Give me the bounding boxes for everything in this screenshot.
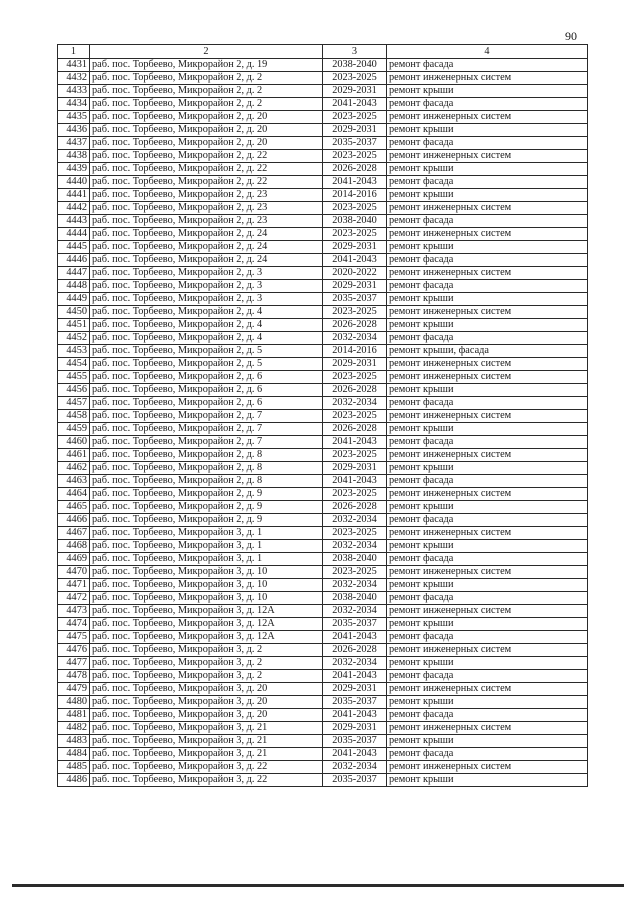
work-type-cell: ремонт крыши	[387, 85, 588, 98]
work-type-cell: ремонт крыши	[387, 124, 588, 137]
address-cell: раб. пос. Торбеево, Микрорайон 2, д. 6	[90, 397, 323, 410]
table-row	[58, 449, 588, 462]
address-cell: раб. пос. Торбеево, Микрорайон 2, д. 23	[90, 189, 323, 202]
work-type-cell: ремонт фасада	[387, 592, 588, 605]
row-number-cell: 4477	[58, 657, 90, 670]
table-row	[58, 137, 588, 150]
address-cell: раб. пос. Торбеево, Микрорайон 2, д. 4	[90, 319, 323, 332]
row-number-cell: 4457	[58, 397, 90, 410]
work-type-cell: ремонт фасада	[387, 553, 588, 566]
address-cell: раб. пос. Торбеево, Микрорайон 2, д. 6	[90, 384, 323, 397]
work-type-cell: ремонт фасада	[387, 280, 588, 293]
table-row	[58, 670, 588, 683]
row-number-cell: 4444	[58, 228, 90, 241]
address-cell: раб. пос. Торбеево, Микрорайон 3, д. 2	[90, 670, 323, 683]
period-cell: 2032-2034	[323, 761, 387, 774]
address-cell: раб. пос. Торбеево, Микрорайон 3, д. 10	[90, 592, 323, 605]
row-number-cell: 4475	[58, 631, 90, 644]
row-number-cell: 4482	[58, 722, 90, 735]
row-number-cell: 4450	[58, 306, 90, 319]
work-type-cell: ремонт инженерных систем	[387, 358, 588, 371]
row-number-cell: 4448	[58, 280, 90, 293]
work-type-cell: ремонт инженерных систем	[387, 527, 588, 540]
row-number-cell: 4445	[58, 241, 90, 254]
period-cell: 2038-2040	[323, 59, 387, 72]
period-cell: 2035-2037	[323, 618, 387, 631]
work-type-cell: ремонт фасада	[387, 176, 588, 189]
table-row	[58, 748, 588, 761]
address-cell: раб. пос. Торбеево, Микрорайон 2, д. 4	[90, 332, 323, 345]
address-cell: раб. пос. Торбеево, Микрорайон 2, д. 23	[90, 215, 323, 228]
row-number-cell: 4441	[58, 189, 90, 202]
work-type-cell: ремонт инженерных систем	[387, 306, 588, 319]
period-cell: 2041-2043	[323, 670, 387, 683]
period-cell: 2026-2028	[323, 501, 387, 514]
page-number: 90	[565, 29, 577, 43]
period-cell: 2020-2022	[323, 267, 387, 280]
period-cell: 2032-2034	[323, 397, 387, 410]
work-type-cell: ремонт фасада	[387, 748, 588, 761]
table-row	[58, 618, 588, 631]
period-cell: 2023-2025	[323, 488, 387, 501]
table-row	[58, 345, 588, 358]
row-number-cell: 4432	[58, 72, 90, 85]
period-cell: 2029-2031	[323, 241, 387, 254]
row-number-cell: 4456	[58, 384, 90, 397]
period-cell: 2038-2040	[323, 592, 387, 605]
table-row	[58, 475, 588, 488]
address-cell: раб. пос. Торбеево, Микрорайон 2, д. 3	[90, 280, 323, 293]
row-number-cell: 4431	[58, 59, 90, 72]
table-row	[58, 592, 588, 605]
work-type-cell: ремонт фасада	[387, 137, 588, 150]
row-number-cell: 4479	[58, 683, 90, 696]
period-cell: 2029-2031	[323, 358, 387, 371]
table-row	[58, 683, 588, 696]
address-cell: раб. пос. Торбеево, Микрорайон 3, д. 10	[90, 566, 323, 579]
address-cell: раб. пос. Торбеево, Микрорайон 2, д. 7	[90, 436, 323, 449]
address-cell: раб. пос. Торбеево, Микрорайон 2, д. 8	[90, 475, 323, 488]
work-type-cell: ремонт фасада	[387, 475, 588, 488]
address-cell: раб. пос. Торбеево, Микрорайон 2, д. 22	[90, 176, 323, 189]
period-cell: 2041-2043	[323, 436, 387, 449]
address-cell: раб. пос. Торбеево, Микрорайон 2, д. 19	[90, 59, 323, 72]
table-row	[58, 228, 588, 241]
table-row	[58, 605, 588, 618]
period-cell: 2035-2037	[323, 293, 387, 306]
row-number-cell: 4439	[58, 163, 90, 176]
address-cell: раб. пос. Торбеево, Микрорайон 3, д. 21	[90, 735, 323, 748]
period-cell: 2032-2034	[323, 657, 387, 670]
work-type-cell: ремонт инженерных систем	[387, 202, 588, 215]
work-type-cell: ремонт инженерных систем	[387, 267, 588, 280]
work-type-cell: ремонт крыши	[387, 696, 588, 709]
table-row	[58, 98, 588, 111]
period-cell: 2029-2031	[323, 85, 387, 98]
period-cell: 2023-2025	[323, 527, 387, 540]
table-row	[58, 644, 588, 657]
row-number-cell: 4483	[58, 735, 90, 748]
period-cell: 2026-2028	[323, 163, 387, 176]
column-header-period: 3	[323, 45, 387, 59]
row-number-cell: 4434	[58, 98, 90, 111]
period-cell: 2035-2037	[323, 137, 387, 150]
row-number-cell: 4433	[58, 85, 90, 98]
period-cell: 2023-2025	[323, 371, 387, 384]
table-row	[58, 540, 588, 553]
table-row	[58, 267, 588, 280]
work-type-cell: ремонт инженерных систем	[387, 410, 588, 423]
table-row	[58, 371, 588, 384]
work-type-cell: ремонт крыши	[387, 319, 588, 332]
header-row	[58, 45, 588, 59]
address-cell: раб. пос. Торбеево, Микрорайон 2, д. 24	[90, 254, 323, 267]
work-type-cell: ремонт фасада	[387, 59, 588, 72]
table-row	[58, 254, 588, 267]
address-cell: раб. пос. Торбеево, Микрорайон 2, д. 23	[90, 202, 323, 215]
row-number-cell: 4455	[58, 371, 90, 384]
address-cell: раб. пос. Торбеево, Микрорайон 2, д. 7	[90, 410, 323, 423]
work-type-cell: ремонт крыши	[387, 540, 588, 553]
period-cell: 2041-2043	[323, 475, 387, 488]
table-row	[58, 280, 588, 293]
work-type-cell: ремонт крыши	[387, 618, 588, 631]
row-number-cell: 4437	[58, 137, 90, 150]
row-number-cell: 4467	[58, 527, 90, 540]
row-number-cell: 4435	[58, 111, 90, 124]
row-number-cell: 4440	[58, 176, 90, 189]
row-number-cell: 4453	[58, 345, 90, 358]
address-cell: раб. пос. Торбеево, Микрорайон 2, д. 6	[90, 371, 323, 384]
period-cell: 2023-2025	[323, 566, 387, 579]
address-cell: раб. пос. Торбеево, Микрорайон 3, д. 21	[90, 748, 323, 761]
work-type-cell: ремонт инженерных систем	[387, 761, 588, 774]
work-type-cell: ремонт крыши	[387, 384, 588, 397]
table-row	[58, 124, 588, 137]
row-number-cell: 4478	[58, 670, 90, 683]
address-cell: раб. пос. Торбеево, Микрорайон 3, д. 2	[90, 657, 323, 670]
address-cell: раб. пос. Торбеево, Микрорайон 2, д. 3	[90, 267, 323, 280]
address-cell: раб. пос. Торбеево, Микрорайон 2, д. 2	[90, 85, 323, 98]
period-cell: 2038-2040	[323, 215, 387, 228]
table-row	[58, 462, 588, 475]
work-type-cell: ремонт инженерных систем	[387, 228, 588, 241]
period-cell: 2032-2034	[323, 579, 387, 592]
work-type-cell: ремонт крыши	[387, 501, 588, 514]
row-number-cell: 4447	[58, 267, 90, 280]
address-cell: раб. пос. Торбеево, Микрорайон 2, д. 2	[90, 72, 323, 85]
row-number-cell: 4472	[58, 592, 90, 605]
work-type-cell: ремонт фасада	[387, 709, 588, 722]
address-cell: раб. пос. Торбеево, Микрорайон 3, д. 1	[90, 540, 323, 553]
work-type-cell: ремонт фасада	[387, 514, 588, 527]
period-cell: 2023-2025	[323, 72, 387, 85]
period-cell: 2023-2025	[323, 449, 387, 462]
address-cell: раб. пос. Торбеево, Микрорайон 2, д. 24	[90, 228, 323, 241]
row-number-cell: 4461	[58, 449, 90, 462]
table-row	[58, 332, 588, 345]
period-cell: 2041-2043	[323, 709, 387, 722]
period-cell: 2023-2025	[323, 228, 387, 241]
row-number-cell: 4466	[58, 514, 90, 527]
period-cell: 2035-2037	[323, 774, 387, 787]
table-row	[58, 566, 588, 579]
row-number-cell: 4462	[58, 462, 90, 475]
period-cell: 2035-2037	[323, 735, 387, 748]
address-cell: раб. пос. Торбеево, Микрорайон 3, д. 20	[90, 709, 323, 722]
column-header-number: 1	[58, 45, 90, 59]
work-type-cell: ремонт крыши	[387, 293, 588, 306]
row-number-cell: 4438	[58, 150, 90, 163]
period-cell: 2032-2034	[323, 605, 387, 618]
work-type-cell: ремонт крыши	[387, 423, 588, 436]
table-row	[58, 306, 588, 319]
row-number-cell: 4443	[58, 215, 90, 228]
work-type-cell: ремонт крыши	[387, 163, 588, 176]
work-type-cell: ремонт инженерных систем	[387, 150, 588, 163]
column-header-address: 2	[90, 45, 323, 59]
work-type-cell: ремонт инженерных систем	[387, 488, 588, 501]
address-cell: раб. пос. Торбеево, Микрорайон 3, д. 10	[90, 579, 323, 592]
table-row	[58, 423, 588, 436]
work-type-cell: ремонт крыши	[387, 579, 588, 592]
address-cell: раб. пос. Торбеево, Микрорайон 3, д. 12А	[90, 618, 323, 631]
table-row	[58, 358, 588, 371]
address-cell: раб. пос. Торбеево, Микрорайон 2, д. 22	[90, 150, 323, 163]
period-cell: 2029-2031	[323, 462, 387, 475]
table-row	[58, 384, 588, 397]
work-type-cell: ремонт фасада	[387, 215, 588, 228]
period-cell: 2014-2016	[323, 189, 387, 202]
row-number-cell: 4468	[58, 540, 90, 553]
table-row	[58, 72, 588, 85]
row-number-cell: 4446	[58, 254, 90, 267]
period-cell: 2041-2043	[323, 98, 387, 111]
work-type-cell: ремонт инженерных систем	[387, 644, 588, 657]
table-row	[58, 150, 588, 163]
row-number-cell: 4464	[58, 488, 90, 501]
table-row	[58, 163, 588, 176]
table-row	[58, 657, 588, 670]
period-cell: 2032-2034	[323, 332, 387, 345]
row-number-cell: 4469	[58, 553, 90, 566]
row-number-cell: 4473	[58, 605, 90, 618]
table-row	[58, 488, 588, 501]
table-row	[58, 202, 588, 215]
work-type-cell: ремонт инженерных систем	[387, 683, 588, 696]
work-type-cell: ремонт инженерных систем	[387, 566, 588, 579]
period-cell: 2023-2025	[323, 410, 387, 423]
period-cell: 2041-2043	[323, 176, 387, 189]
scan-edge-rule	[12, 884, 624, 887]
period-cell: 2023-2025	[323, 306, 387, 319]
table-row	[58, 501, 588, 514]
address-cell: раб. пос. Торбеево, Микрорайон 3, д. 12А	[90, 605, 323, 618]
address-cell: раб. пос. Торбеево, Микрорайон 3, д. 20	[90, 683, 323, 696]
period-cell: 2029-2031	[323, 124, 387, 137]
address-cell: раб. пос. Торбеево, Микрорайон 2, д. 4	[90, 306, 323, 319]
table-body	[58, 59, 588, 787]
table-row	[58, 319, 588, 332]
work-type-cell: ремонт инженерных систем	[387, 449, 588, 462]
table-row	[58, 696, 588, 709]
work-type-cell: ремонт фасада	[387, 397, 588, 410]
table-row	[58, 189, 588, 202]
period-cell: 2026-2028	[323, 423, 387, 436]
row-number-cell: 4436	[58, 124, 90, 137]
work-type-cell: ремонт фасада	[387, 670, 588, 683]
row-number-cell: 4460	[58, 436, 90, 449]
period-cell: 2041-2043	[323, 631, 387, 644]
table-row	[58, 553, 588, 566]
table-row	[58, 709, 588, 722]
address-cell: раб. пос. Торбеево, Микрорайон 2, д. 9	[90, 501, 323, 514]
work-type-cell: ремонт крыши	[387, 189, 588, 202]
table-row	[58, 722, 588, 735]
table-row	[58, 241, 588, 254]
table-row	[58, 774, 588, 787]
table-row	[58, 436, 588, 449]
period-cell: 2014-2016	[323, 345, 387, 358]
table-row	[58, 215, 588, 228]
period-cell: 2029-2031	[323, 683, 387, 696]
work-type-cell: ремонт крыши	[387, 735, 588, 748]
row-number-cell: 4484	[58, 748, 90, 761]
table-row	[58, 59, 588, 72]
address-cell: раб. пос. Торбеево, Микрорайон 2, д. 24	[90, 241, 323, 254]
address-cell: раб. пос. Торбеево, Микрорайон 3, д. 1	[90, 553, 323, 566]
address-cell: раб. пос. Торбеево, Микрорайон 2, д. 7	[90, 423, 323, 436]
row-number-cell: 4442	[58, 202, 90, 215]
address-cell: раб. пос. Торбеево, Микрорайон 2, д. 20	[90, 124, 323, 137]
address-cell: раб. пос. Торбеево, Микрорайон 2, д. 9	[90, 488, 323, 501]
address-cell: раб. пос. Торбеево, Микрорайон 3, д. 1	[90, 527, 323, 540]
address-cell: раб. пос. Торбеево, Микрорайон 2, д. 8	[90, 449, 323, 462]
work-type-cell: ремонт крыши	[387, 462, 588, 475]
address-cell: раб. пос. Торбеево, Микрорайон 2, д. 22	[90, 163, 323, 176]
row-number-cell: 4474	[58, 618, 90, 631]
period-cell: 2023-2025	[323, 150, 387, 163]
row-number-cell: 4480	[58, 696, 90, 709]
period-cell: 2026-2028	[323, 384, 387, 397]
row-number-cell: 4476	[58, 644, 90, 657]
column-header-work-type: 4	[387, 45, 588, 59]
table-row	[58, 85, 588, 98]
period-cell: 2041-2043	[323, 748, 387, 761]
table-row	[58, 176, 588, 189]
table-row	[58, 527, 588, 540]
period-cell: 2026-2028	[323, 644, 387, 657]
address-cell: раб. пос. Торбеево, Микрорайон 3, д. 20	[90, 696, 323, 709]
period-cell: 2029-2031	[323, 722, 387, 735]
row-number-cell: 4481	[58, 709, 90, 722]
period-cell: 2029-2031	[323, 280, 387, 293]
row-number-cell: 4470	[58, 566, 90, 579]
work-type-cell: ремонт крыши	[387, 241, 588, 254]
period-cell: 2026-2028	[323, 319, 387, 332]
row-number-cell: 4465	[58, 501, 90, 514]
address-cell: раб. пос. Торбеево, Микрорайон 3, д. 22	[90, 774, 323, 787]
address-cell: раб. пос. Торбеево, Микрорайон 2, д. 3	[90, 293, 323, 306]
row-number-cell: 4458	[58, 410, 90, 423]
table-row	[58, 111, 588, 124]
work-type-cell: ремонт инженерных систем	[387, 72, 588, 85]
table-header	[58, 45, 588, 59]
address-cell: раб. пос. Торбеево, Микрорайон 2, д. 20	[90, 111, 323, 124]
work-type-cell: ремонт крыши	[387, 774, 588, 787]
address-cell: раб. пос. Торбеево, Микрорайон 2, д. 2	[90, 98, 323, 111]
work-type-cell: ремонт крыши, фасада	[387, 345, 588, 358]
work-type-cell: ремонт инженерных систем	[387, 111, 588, 124]
row-number-cell: 4471	[58, 579, 90, 592]
period-cell: 2038-2040	[323, 553, 387, 566]
table-row	[58, 761, 588, 774]
row-number-cell: 4452	[58, 332, 90, 345]
registry-table	[57, 44, 588, 787]
work-type-cell: ремонт фасада	[387, 254, 588, 267]
period-cell: 2032-2034	[323, 514, 387, 527]
period-cell: 2041-2043	[323, 254, 387, 267]
row-number-cell: 4449	[58, 293, 90, 306]
period-cell: 2023-2025	[323, 111, 387, 124]
table-row	[58, 735, 588, 748]
row-number-cell: 4459	[58, 423, 90, 436]
address-cell: раб. пос. Торбеево, Микрорайон 2, д. 9	[90, 514, 323, 527]
address-cell: раб. пос. Торбеево, Микрорайон 2, д. 8	[90, 462, 323, 475]
table-row	[58, 579, 588, 592]
row-number-cell: 4451	[58, 319, 90, 332]
address-cell: раб. пос. Торбеево, Микрорайон 2, д. 5	[90, 345, 323, 358]
address-cell: раб. пос. Торбеево, Микрорайон 3, д. 2	[90, 644, 323, 657]
address-cell: раб. пос. Торбеево, Микрорайон 3, д. 12А	[90, 631, 323, 644]
address-cell: раб. пос. Торбеево, Микрорайон 2, д. 5	[90, 358, 323, 371]
work-type-cell: ремонт фасада	[387, 436, 588, 449]
period-cell: 2032-2034	[323, 540, 387, 553]
work-type-cell: ремонт инженерных систем	[387, 722, 588, 735]
address-cell: раб. пос. Торбеево, Микрорайон 3, д. 21	[90, 722, 323, 735]
table-row	[58, 410, 588, 423]
work-type-cell: ремонт крыши	[387, 657, 588, 670]
row-number-cell: 4485	[58, 761, 90, 774]
row-number-cell: 4486	[58, 774, 90, 787]
table-row	[58, 631, 588, 644]
work-type-cell: ремонт фасада	[387, 631, 588, 644]
work-type-cell: ремонт фасада	[387, 98, 588, 111]
address-cell: раб. пос. Торбеево, Микрорайон 3, д. 22	[90, 761, 323, 774]
table-row	[58, 514, 588, 527]
period-cell: 2035-2037	[323, 696, 387, 709]
table-row	[58, 397, 588, 410]
work-type-cell: ремонт инженерных систем	[387, 371, 588, 384]
work-type-cell: ремонт инженерных систем	[387, 605, 588, 618]
address-cell: раб. пос. Торбеево, Микрорайон 2, д. 20	[90, 137, 323, 150]
table-row	[58, 293, 588, 306]
period-cell: 2023-2025	[323, 202, 387, 215]
row-number-cell: 4454	[58, 358, 90, 371]
row-number-cell: 4463	[58, 475, 90, 488]
work-type-cell: ремонт фасада	[387, 332, 588, 345]
